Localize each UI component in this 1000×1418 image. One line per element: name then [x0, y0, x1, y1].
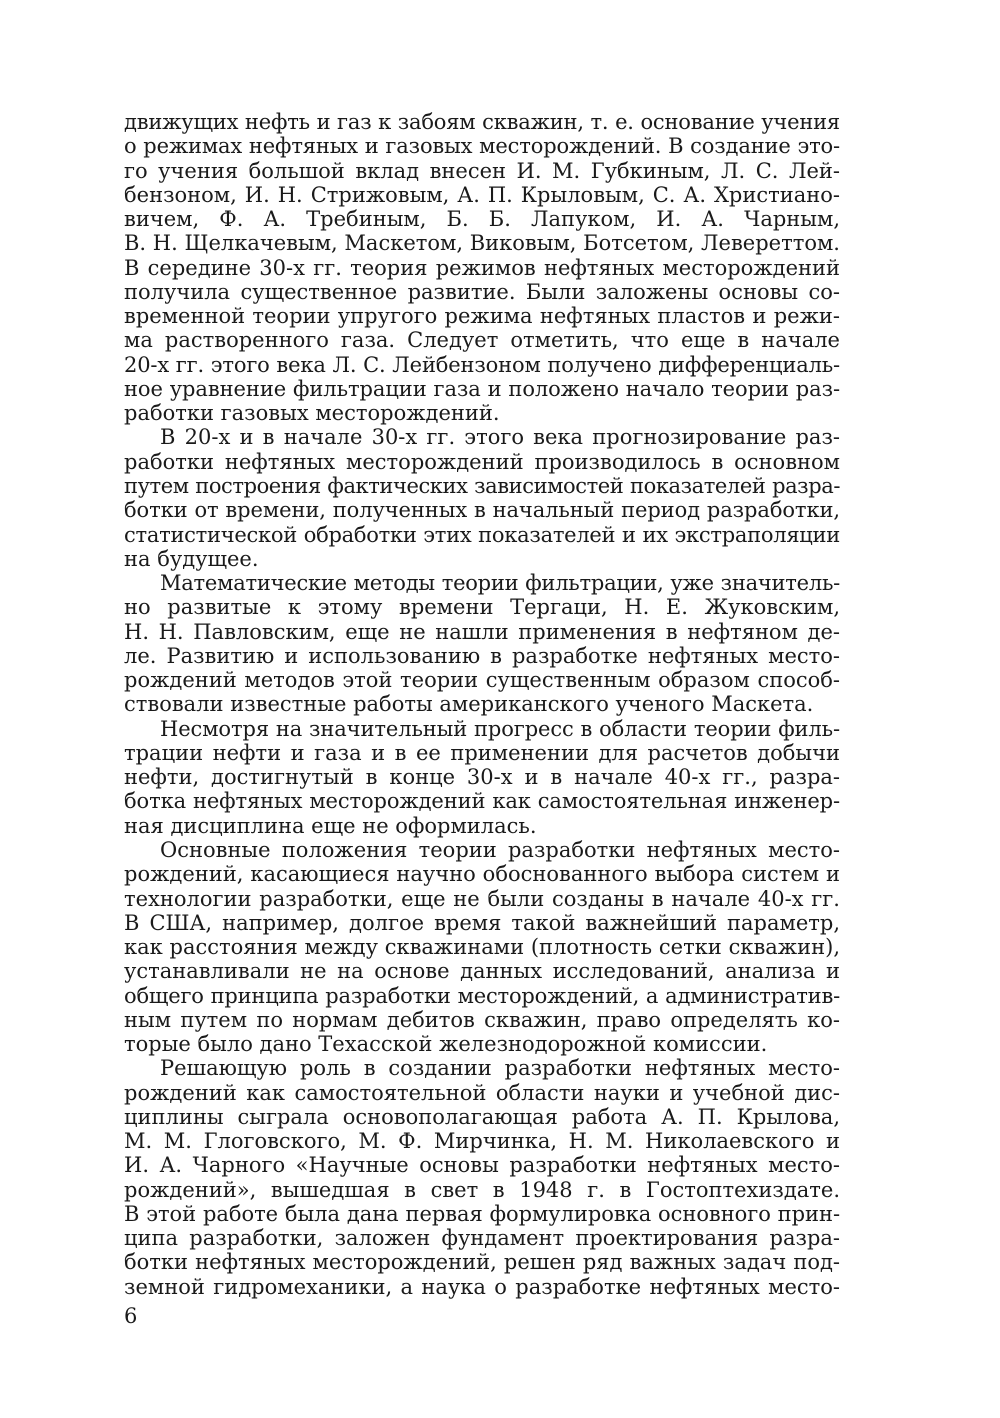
text-line: ботка нефтяных месторождений как самостоятельная инженер-: [124, 789, 840, 814]
text-line: работки газовых месторождений.: [124, 401, 500, 426]
text-line: ботки нефтяных месторождений, решен ряд важных задач под-: [124, 1250, 840, 1275]
text-line: Решающую роль в создании разработки нефтяных место-: [160, 1056, 840, 1081]
text-line: В середине 30-х гг. теория режимов нефтяных месторождений: [124, 255, 840, 280]
text-line: циплины сыграла основополагающая работа А. П. Крылова,: [124, 1104, 840, 1129]
text-line: ная дисциплина еще не оформилась.: [124, 813, 537, 838]
paragraph: [124, 425, 840, 571]
paragraph: [124, 717, 840, 838]
text-line: ле. Развитию и использованию в разработке нефтяных место-: [124, 643, 840, 668]
text-line: как расстояния между скважинами (плотность сетки скважин),: [124, 935, 840, 960]
text-line: рождений как самостоятельной области науки и учебной дис-: [124, 1080, 840, 1105]
text-line: нефти, достигнутый в конце 30-х и в начале 40-х гг., разра-: [124, 765, 840, 790]
text-line: И. А. Чарного «Научные основы разработки нефтяных место-: [124, 1153, 840, 1178]
text-line: ное уравнение фильтрации газа и положено начало теории раз-: [124, 376, 840, 401]
text-line: ма растворенного газа. Следует отметить, что еще в начале: [124, 328, 840, 353]
text-line: 20-х гг. этого века Л. С. Лейбензоном получено дифференциаль-: [124, 352, 840, 377]
text-line: движущих нефть и газ к забоям скважин, т. е. основание учения: [124, 110, 840, 134]
text-line: рождений, касающиеся научно обоснованного выбора систем и: [124, 862, 840, 887]
paragraph: [124, 838, 840, 1056]
text-line: В. Н. Щелкачевым, Маскетом, Виковым, Ботсетом, Левереттом.: [124, 231, 840, 256]
text-line: М. М. Глоговского, М. Ф. Мирчинка, Н. М. Николаевского и: [124, 1129, 840, 1154]
text-line: торые было дано Техасской железнодорожной комиссии.: [124, 1032, 768, 1057]
text-line: Математические методы теории фильтрации, уже значитель-: [160, 571, 840, 596]
text-line: го учения большой вклад внесен И. М. Губкиным, Л. С. Лей-: [124, 158, 840, 183]
text-line: ботки от времени, полученных в начальный период разработки,: [124, 498, 840, 523]
text-line: ным путем по нормам дебитов скважин, право определять ко-: [124, 1007, 840, 1032]
paragraph: [124, 1056, 840, 1299]
text-line: бензоном, И. Н. Стрижовым, А. П. Крыловым, С. А. Христиано-: [124, 182, 840, 207]
text-line: временной теории упругого режима нефтяных пластов и режи-: [124, 304, 840, 329]
text-line: Основные положения теории разработки нефтяных место-: [160, 837, 840, 862]
text-line: рождений методов этой теории существенным образом способ-: [124, 668, 840, 693]
text-line: работки нефтяных месторождений производилось в основном: [124, 449, 840, 474]
paragraph: [124, 110, 840, 425]
text-line: земной гидромеханики, а наука о разработке нефтяных место-: [124, 1274, 840, 1299]
text-line: Н. Н. Павловским, еще не нашли применения в нефтяном де-: [124, 619, 840, 644]
body-text: [124, 110, 840, 1299]
text-line: ципа разработки, заложен фундамент проектирования разра-: [124, 1226, 840, 1251]
text-line: о режимах нефтяных и газовых месторождений. В создание это-: [124, 134, 840, 159]
text-line: Несмотря на значительный прогресс в области теории филь-: [160, 716, 840, 741]
text-line: на будущее.: [124, 546, 259, 571]
text-line: В 20-х и в начале 30-х гг. этого века прогнозирование раз-: [160, 425, 840, 450]
paragraph: [124, 571, 840, 717]
text-line: получила существенное развитие. Были заложены основы со-: [124, 279, 840, 304]
page-number: 6: [124, 1304, 138, 1328]
text-line: В США, например, долгое время такой важнейший параметр,: [124, 910, 840, 935]
text-line: технологии разработки, еще не были созданы в начале 40-х гг.: [124, 886, 840, 911]
text-line: трации нефти и газа и в ее применении для расчетов добычи: [124, 740, 840, 765]
text-line: но развитые к этому времени Тергаци, Н. Е. Жуковским,: [124, 595, 840, 620]
text-line: вичем, Ф. А. Требиным, Б. Б. Лапуком, И. А. Чарным,: [124, 207, 840, 232]
text-line: общего принципа разработки месторождений, а административ-: [124, 983, 840, 1008]
text-line: ствовали известные работы американского ученого Маскета.: [124, 692, 814, 717]
text-line: устанавливали не на основе данных исследований, анализа и: [124, 959, 840, 984]
text-line: статистической обработки этих показателей и их экстраполяции: [124, 522, 840, 547]
text-line: рождений», вышедшая в свет в 1948 г. в Гостоптехиздате.: [124, 1177, 840, 1202]
text-line: путем построения фактических зависимостей показателей разра-: [124, 473, 840, 498]
text-line: В этой работе была дана первая формулировка основного прин-: [124, 1201, 840, 1226]
